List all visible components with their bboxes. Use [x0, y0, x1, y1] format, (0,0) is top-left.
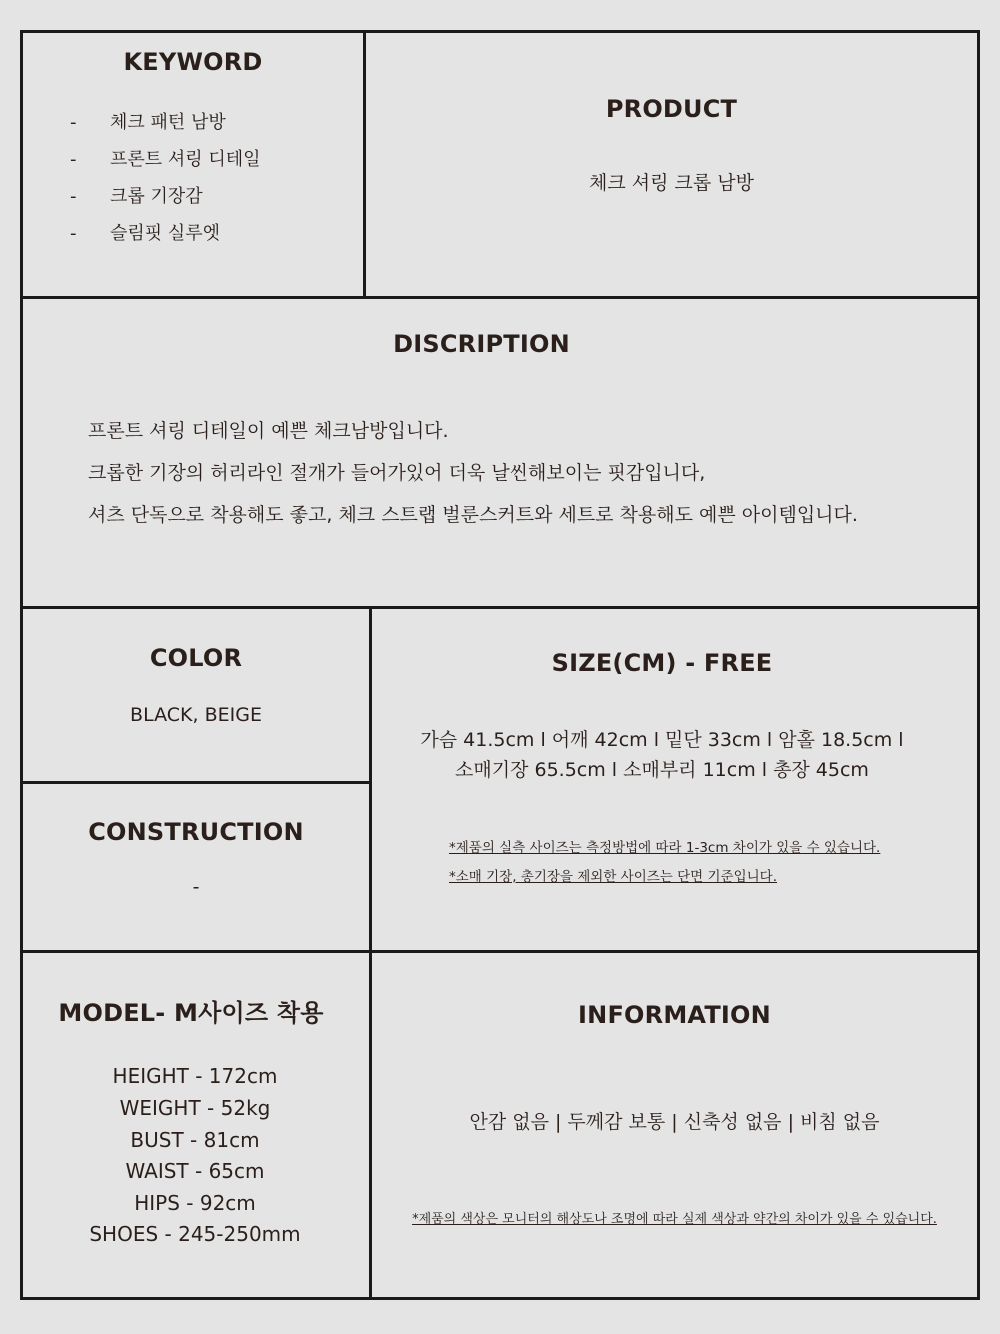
list-item [70, 221, 261, 258]
divider-keyword-product [363, 33, 366, 298]
information-note: *제품의 색상은 모니터의 해상도나 조명에 따라 실제 색상과 약간의 차이가 있을 수 있습니다. [412, 1212, 937, 1227]
keyword-list [70, 110, 261, 258]
divider-color-construction [23, 781, 369, 784]
description-line: 셔츠 단독으로 착용해도 좋고, 체크 스트랩 벌룬스커트와 세트로 착용해도 예쁜 아이템입니다. [88, 504, 858, 526]
size-measurements-line1: 가슴 41.5cm l 어깨 42cm l 밑단 33cm l 암홀 18.5cm l [420, 729, 904, 751]
color-title: COLOR [149, 644, 243, 672]
divider-row2-row3 [23, 606, 977, 609]
model-waist: WAIST - 65cm [125, 1159, 265, 1183]
dash-bullet: - [70, 223, 77, 244]
product-title: PRODUCT [605, 95, 738, 123]
divider-row1-row2 [23, 296, 977, 299]
model-shoes: SHOES - 245-250mm [89, 1222, 301, 1246]
model-height: HEIGHT - 172cm [112, 1064, 278, 1088]
keyword-item-label: 크롭 기장감 [110, 186, 203, 207]
dash-bullet: - [70, 149, 77, 170]
size-note-cross-section: *소매 기장, 총기장을 제외한 사이즈는 단면 기준입니다. [449, 869, 777, 885]
list-item [70, 184, 261, 221]
description-line: 프론트 셔링 디테일이 예쁜 체크남방입니다. [88, 420, 449, 442]
model-hips: HIPS - 92cm [134, 1191, 256, 1215]
keyword-item-label: 슬림핏 실루엣 [110, 223, 221, 244]
model-bust: BUST - 81cm [130, 1128, 260, 1152]
construction-value: - [192, 876, 200, 898]
list-item [70, 147, 261, 184]
size-note-measurement: *제품의 실측 사이즈는 측정방법에 따라 1-3cm 차이가 있을 수 있습니다. [449, 840, 881, 856]
keyword-item-label: 프론트 셔링 디테일 [110, 149, 261, 170]
model-weight: WEIGHT - 52kg [119, 1096, 271, 1120]
size-title: SIZE(CM) - FREE [551, 649, 773, 677]
dash-bullet: - [70, 112, 77, 133]
model-title: MODEL- M사이즈 착용 [58, 999, 324, 1027]
information-value: 안감 없음 | 두께감 보통 | 신축성 없음 | 비침 없음 [469, 1111, 880, 1133]
color-value: BLACK, BEIGE [130, 704, 262, 726]
construction-title: CONSTRUCTION [88, 818, 304, 846]
dash-bullet: - [70, 186, 77, 207]
list-item [70, 110, 261, 147]
product-name: 체크 셔링 크롭 남방 [589, 172, 754, 194]
size-measurements-line2: 소매기장 65.5cm l 소매부리 11cm l 총장 45cm [455, 759, 869, 781]
description-title: DISCRIPTION [393, 330, 570, 358]
keyword-item-label: 체크 패턴 남방 [110, 112, 226, 133]
description-line: 크롭한 기장의 허리라인 절개가 들어가있어 더욱 날씬해보이는 핏감입니다, [88, 462, 706, 484]
divider-row3-row4 [23, 950, 977, 953]
information-title: INFORMATION [578, 1001, 771, 1029]
divider-left-right-lower [369, 609, 372, 1297]
keyword-title: KEYWORD [123, 48, 263, 76]
